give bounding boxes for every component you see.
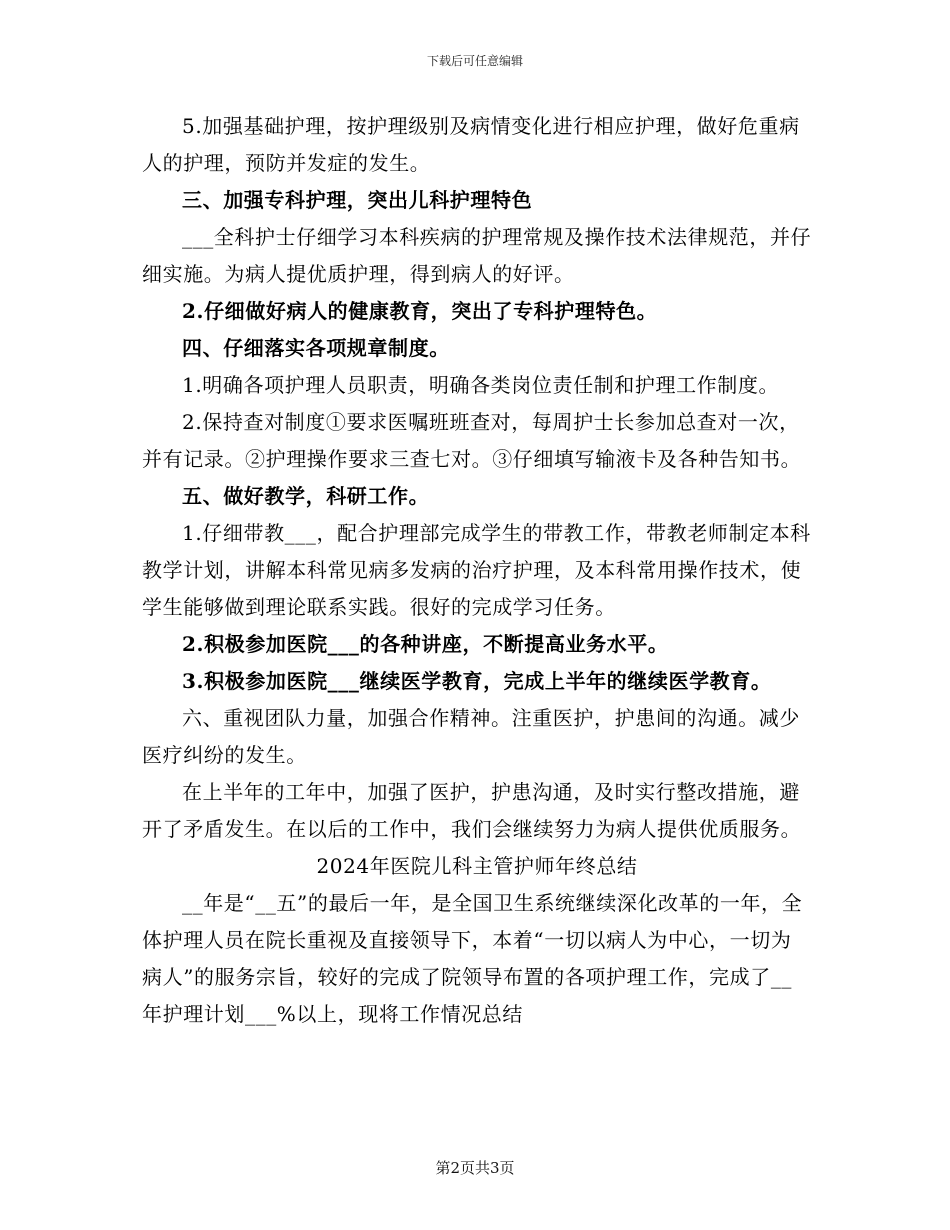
paragraph-9: 1.仔细带教___，配合护理部完成学生的带教工作，带教老师制定本科教学计划，讲解本科常见病多发病的治疗护理，及本科常用操作技术，使学生能够做到理论联系实践。很好的完成学习任务。 [142, 521, 811, 619]
paragraph-13: 在上半年的工年中，加强了医护，护患沟通，及时实行整改措施，避开了矛盾发生。在以后的工作中，我们会继续努力为病人提供优质服务。 [142, 780, 802, 841]
page-footer: 第2页共3页 [435, 1159, 515, 1177]
paragraph-12: 六、重视团队力量，加强合作精神。注重医护，护患间的沟通。减少医疗纠纷的发生。 [142, 706, 800, 767]
paragraph-1: 5.加强基础护理，按护理级别及病情变化进行相应护理，做好危重病人的护理，预防并发症的发生。 [142, 114, 800, 175]
paragraph-7: 2.保持查对制度①要求医嘱班班查对，每周护士长参加总查对一次，并有记录。②护理操作要求三查七对。③仔细填写输液卡及各种告知书。 [142, 410, 802, 471]
section-heading-4: 四、仔细落实各项规章制度。 [182, 336, 450, 360]
paragraph-10-bold: 2.积极参加医院___的各种讲座，不断提高业务水平。 [182, 632, 669, 656]
paragraph-3: ___全科护士仔细学习本科疾病的护理常规及操作技术法律规范，并仔细实施。为病人提优质护理，得到病人的好评。 [142, 225, 812, 286]
document-body [142, 108, 812, 1033]
paragraph-6: 1.明确各项护理人员职责，明确各类岗位责任制和护理工作制度。 [182, 373, 780, 397]
paragraph-11-bold: 3.积极参加医院___继续医学教育，完成上半年的继续医学教育。 [182, 669, 772, 693]
page-header: 下载后可任意编辑 [426, 54, 523, 68]
document-title: 2024年医院儿科主管护师年终总结 [316, 854, 638, 878]
paragraph-4-bold: 2.仔细做好病人的健康教育，突出了专科护理特色。 [182, 299, 658, 323]
section-heading-3: 三、加强专科护理，突出儿科护理特色 [182, 188, 533, 212]
section-heading-5: 五、做好教学，科研工作。 [182, 484, 430, 508]
paragraph-15: __年是“__五”的最后一年，是全国卫生系统继续深化改革的一年，全体护理人员在院长重视及直接领导下，本着“一切以病人为中心，一切为病人”的服务宗旨，较好的完成了院领导布置的各项护理工作，完成了__年护理计划___%以上，现将工作情况总结 [142, 891, 803, 1026]
